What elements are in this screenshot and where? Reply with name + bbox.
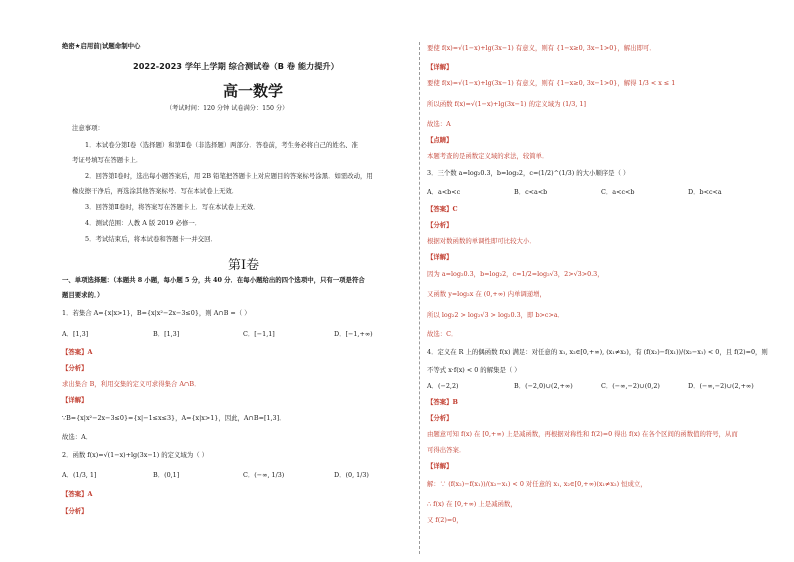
q3-detail-line: 所以 log₂2 > log₂√3 > log₂0.3，即 b>c>a． [427,311,565,319]
q2-choice: 故选：A [427,120,451,128]
secret-label: 绝密★启用前|试题命制中心 [62,42,141,50]
q2-stem: 2．函数 f(x)=√(1−x)+lg(3x−1) 的定义域为（ ） [62,451,209,459]
q4-detail-tag: 【详解】 [427,462,453,470]
q3-stem: 3．三个数 a=log₂0.3，b=log₂2，c=(1/2)^(1/3) 的大小顺序是（ ） [427,169,630,177]
q1-detail-tag: 【详解】 [62,396,88,404]
q3-option-b: B．c<a<b [514,188,548,196]
q3-detail-line: 因为 a=log₂0.3，b=log₂2，c=1/2=log₂√3，2>√3>0.3， [427,270,604,278]
q1-stem: 1．若集合 A={x|x>1}，B={x|x²−2x−3≤0}，则 A∩B =（ ） [62,309,251,317]
q4-option-c: C．(−∞,−2)∪(0,2) [601,382,660,390]
q4-option-a: A．(−2,2) [427,382,459,390]
notice-label: 注意事项： [72,124,104,132]
notice-item: 3．回答第Ⅱ卷时，将答案写在答题卡上．写在本试卷上无效． [85,203,260,211]
notice-item: 4．测试范围：人教 A 版 2019 必修一． [85,219,202,227]
q2-comment-tag: 【点睛】 [427,136,453,144]
q2-option-b: B．(0,1] [153,471,180,479]
notice-item: 橡皮擦干净后，再选涂其他答案标号．写在本试卷上无效． [72,187,239,195]
q3-detail-tag: 【详解】 [427,253,453,261]
q3-choice: 故选：C． [427,330,458,338]
q2-domain-result: 所以函数 f(x)=√(1−x)+lg(3x−1) 的定义域为 (1/3, 1] [427,100,586,108]
q4-option-d: D．(−∞,−2)∪(2,+∞) [688,382,754,390]
q2-analysis-tag: 【分析】 [62,507,88,515]
notice-item: 1．本试卷分第Ⅰ卷（选择题）和第Ⅱ卷（非选择题）两部分．答卷前，考生务必将自己的姓名、准 [85,141,358,149]
notice-item: 考证号填写在答题卡上． [72,156,143,164]
section-title: 第Ⅰ卷 [228,258,260,273]
q2-analysis-text: 要使 f(x)=√(1−x)+lg(3x−1) 有意义，则有 {1−x≥0, 3x−1>0}，解出即可． [427,44,656,52]
q1-analysis: 求出集合 B，利用交集的定义可求得集合 A∩B． [62,380,201,388]
q4-detail-line: ∴ f(x) 在 [0,+∞) 上是减函数， [427,500,517,508]
q3-option-c: C．a<c<b [601,188,635,196]
q3-option-a: A．a<b<c [427,188,461,196]
q4-analysis-tag: 【分析】 [427,414,453,422]
q4-detail-line: 解：∵ (f(x₂)−f(x₁))/(x₂−x₁) < 0 对任意的 x₁, x₂∈[0,+∞)(x₁≠x₂) 恒成立， [427,480,647,488]
exam-title: 2022-2023 学年上学期 综合测试卷（B 卷 能力提升） [133,61,339,71]
q2-detail-line: 要使 f(x)=√(1−x)+lg(3x−1) 有意义，则有 {1−x≥0, 3x−1>0}，解得 1/3 < x ≤ 1 [427,79,676,87]
q4-detail-line: 又 f(2)=0， [427,516,463,524]
notice-item: 2．回答第Ⅰ卷时，选出每小题答案后，用 2B 铅笔把答题卡上对应题目的答案标号涂黑．如需改动，用 [85,172,373,180]
q4-analysis-line: 由题意可知 f(x) 在 [0,+∞) 上是减函数，再根据对称性和 f(2)=0 得出 f(x) 在各个区间的函数值的符号，从而 [427,430,738,438]
q4-stem: 4．定义在 R 上的偶函数 f(x) 满足：对任意的 x₁, x₂∈[0,+∞), (x₁≠x₂)，有 (f(x₂)−f(x₁))/(x₂−x₁) < 0，且 f(2)=0，则 [427,348,768,356]
section-instructions: 一、单项选择题：（本题共 8 小题，每小题 5 分，共 40 分．在每小题给出的四个选项中，只有一项是符合 [62,276,365,284]
q2-option-d: D．(0, 1/3) [334,471,369,479]
q4-stem-cont: 不等式 x·f(x) < 0 的解集是（ ） [427,366,521,374]
q1-option-b: B．[1,3] [153,330,180,338]
q4-answer-tag: 【答案】B [427,398,458,406]
q3-option-d: D．b<c<a [688,188,722,196]
q1-answer-tag: 【答案】A [62,348,93,356]
q2-comment: 本题考查的是函数定义域的求法，较简单． [427,152,549,160]
subject-title: 高一数学 [223,82,284,100]
q2-answer-tag: 【答案】A [62,490,93,498]
q1-detail: ∵B={x|x²−2x−3≤0}={x|−1≤x≤3}，A={x|x>1}，因此，A∩B=[1,3]． [62,414,286,422]
q4-analysis-line: 可得出答案． [427,446,466,454]
q1-analysis-tag: 【分析】 [62,364,88,372]
q3-answer-tag: 【答案】C [427,205,458,213]
section-instructions-cont: 题目要求的．） [62,291,104,299]
q1-option-a: A．[1,3] [62,330,89,338]
column-divider [419,42,420,554]
q3-detail-line: 又函数 y=log₂x 在 (0,+∞) 内单调递增， [427,290,546,298]
q1-option-c: C．[−1,1] [243,330,275,338]
exam-info: （考试时间：120 分钟 试卷满分：150 分） [166,105,289,112]
q1-conclusion: 故选：A． [62,433,93,441]
q2-option-c: C．(−∞, 1/3) [243,471,285,479]
q1-option-d: D．[−1,+∞) [334,330,373,338]
q4-option-b: B．(−2,0)∪(2,+∞) [514,382,573,390]
q3-analysis-tag: 【分析】 [427,221,453,229]
q2-detail-tag: 【详解】 [427,63,453,71]
notice-item: 5．考试结束后，将本试卷和答题卡一并交回． [85,235,217,243]
q2-option-a: A．(1/3, 1] [62,471,97,479]
q3-analysis: 根据对数函数的单调性即可比较大小． [427,237,536,245]
